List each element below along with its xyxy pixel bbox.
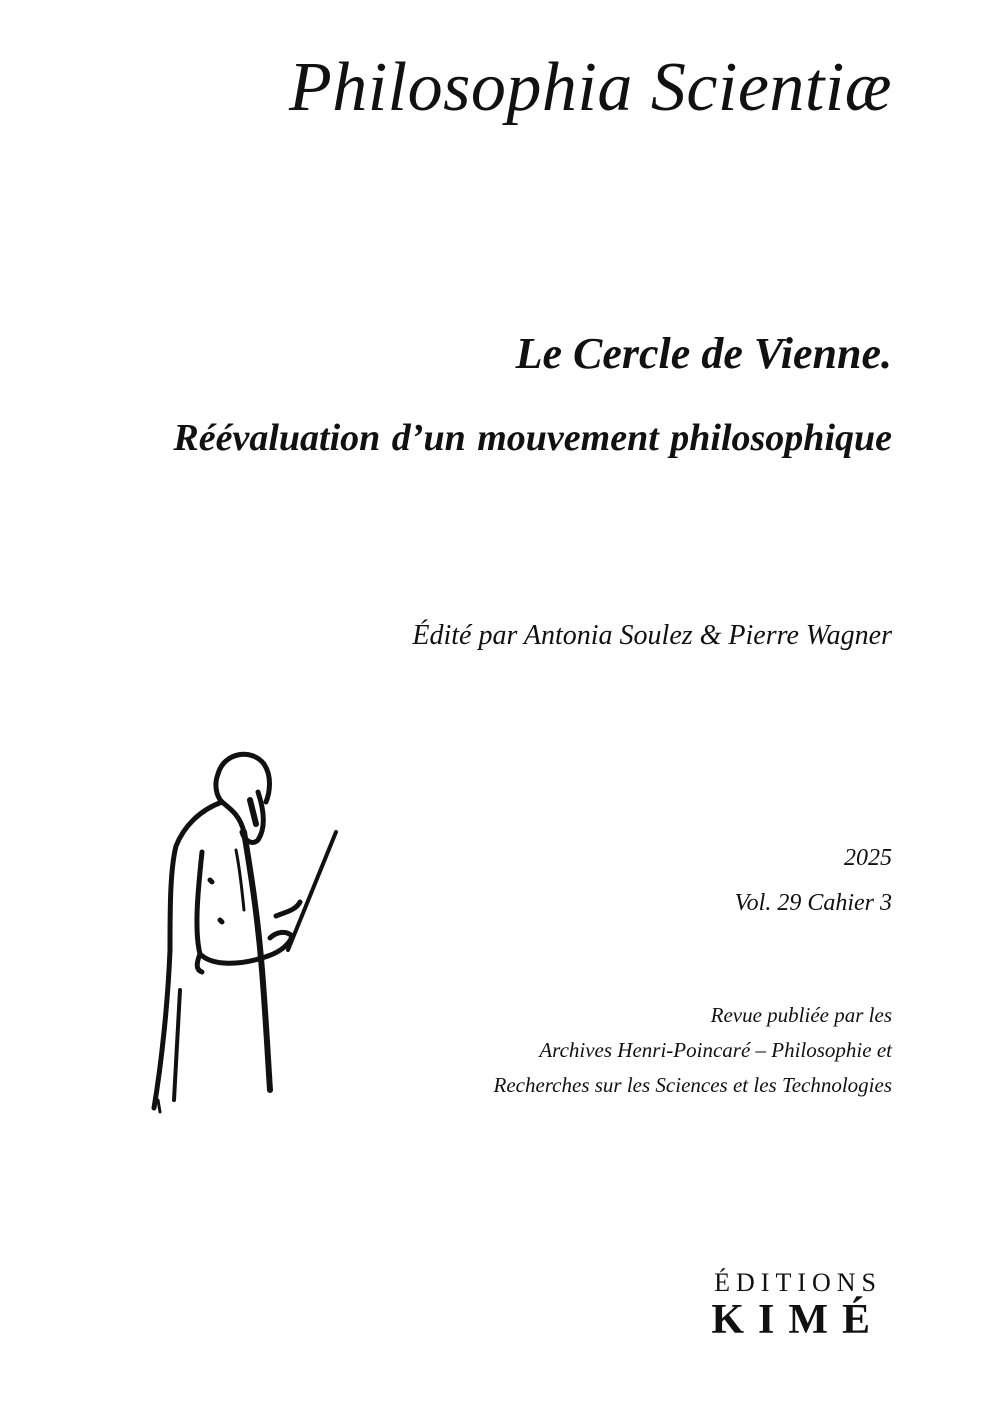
journal-title: Philosophia Scientiæ [288,49,892,126]
publisher-note [494,998,893,1103]
publisher-logo-editions: ÉDITIONS [714,1268,882,1297]
publisher-note-line: Archives Henri-Poincaré – Philosophie et [539,1038,892,1062]
issue-title-line2: Réévaluation d’un mouvement philosophique [173,417,892,459]
editors-credit: Édité par Antonia Soulez & Pierre Wagner [412,620,892,651]
volume-issue: Vol. 29 Cahier 3 [734,890,892,916]
publisher-note-line: Recherches sur les Sciences et les Technologies [493,1073,892,1097]
publication-year: 2025 [844,845,892,871]
man-with-pointer-illustration [140,740,340,1120]
publisher-note-line: Revue publiée par les [710,1003,892,1027]
issue-title-line1: Le Cercle de Vienne. [515,329,892,378]
publisher-logo-kime: KIMÉ [711,1297,884,1343]
